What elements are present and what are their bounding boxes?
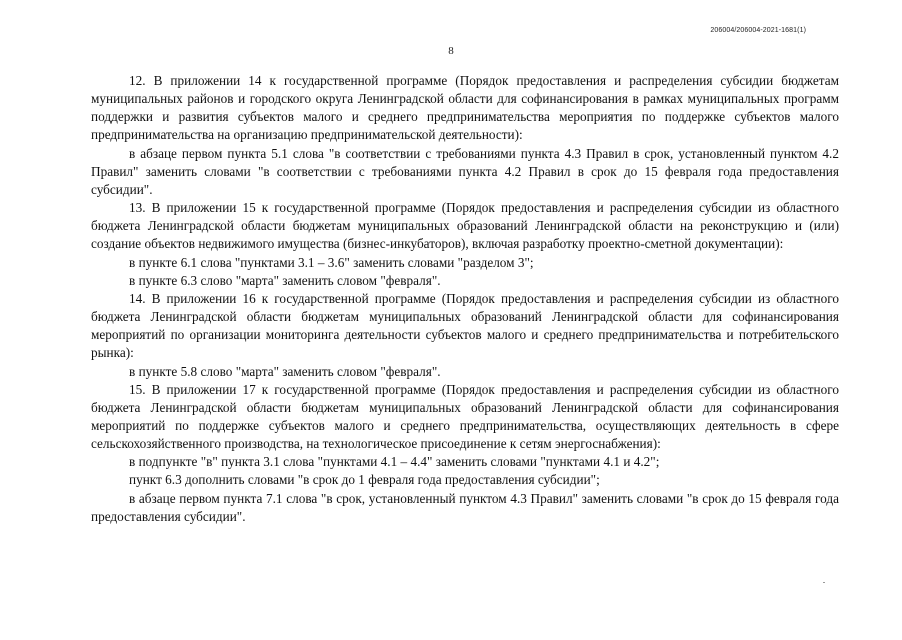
paragraph-item-13: 13. В приложении 15 к государственной программе (Порядок предоставления и распределения субсидии из областного бюджета Ленинградской области бюджетам муниципальных образований Ленинградской области на реконструкцию и (или) создание объектов недвижимого имущества (бизнес-инкубаторов), включая разработку проектно-сметной документации): — [91, 200, 839, 252]
paragraph-item-12: 12. В приложении 14 к государственной программе (Порядок предоставления и распределения субсидии бюджетам муниципальных районов и городского округа Ленинградской области для софинансирования в рамках муниципальных программ поддержки и развития субъектов малого и среднего предпринимательства мероприятия по поддержке субъектов малого предпринимательства на организацию предпринимательской деятельности): — [91, 73, 839, 143]
paragraph-amendment: в пункте 5.8 слово "марта" заменить словом "февраля". — [129, 363, 441, 379]
document-id: 206004/206004-2021-1681(1) — [710, 27, 806, 34]
paragraph-item-15: 15. В приложении 17 к государственной программе (Порядок предоставления и распределения субсидии из областного бюджета Ленинградской области бюджетам муниципальных образований Ленинградской области для софинансирования мероприятий по поддержке субъектов малого и среднего предпринимательства, осуществляющих деятельность в сфере сельскохозяйственного производства, на технологическое присоединение к сетям энергоснабжения): — [91, 381, 839, 452]
paragraph-amendment: в подпункте "в" пункта 3.1 слова "пунктами 4.1 – 4.4" заменить словами "пунктами 4.1 и 4.2"; — [129, 454, 660, 470]
page-number: 8 — [448, 45, 454, 57]
paragraph-amendment: пункт 6.3 дополнить словами "в срок до 1 февраля года предоставления субсидии"; — [129, 472, 600, 488]
paragraph-item-14: 14. В приложении 16 к государственной программе (Порядок предоставления и распределения субсидии из областного бюджета Ленинградской области бюджетам муниципальных образований Ленинградской области для софинансирования мероприятий по организации мониторинга деятельности субъектов малого и среднего предпринимательства и потребительского рынка): — [91, 290, 839, 361]
paragraph-amendment: в абзаце первом пункта 5.1 слова "в соответствии с требованиями пункта 4.3 Правил в срок, установленный пунктом 4.2 Правил" заменить словами "в соответствии с требованиями пункта 4.2 Правил в срок до 15 февраля года предоставления субсидии". — [91, 145, 839, 197]
document-body — [91, 72, 839, 526]
paragraph-amendment: в пункте 6.1 слова "пунктами 3.1 – 3.6" заменить словами "разделом 3"; — [129, 254, 534, 270]
scan-speck — [823, 582, 825, 583]
paragraph-amendment: в абзаце первом пункта 7.1 слова "в срок, установленный пунктом 4.3 Правил" заменить словами "в срок до 15 февраля года предоставления субсидии". — [91, 490, 839, 524]
paragraph-amendment: в пункте 6.3 слово "марта" заменить словом "февраля". — [129, 272, 441, 288]
